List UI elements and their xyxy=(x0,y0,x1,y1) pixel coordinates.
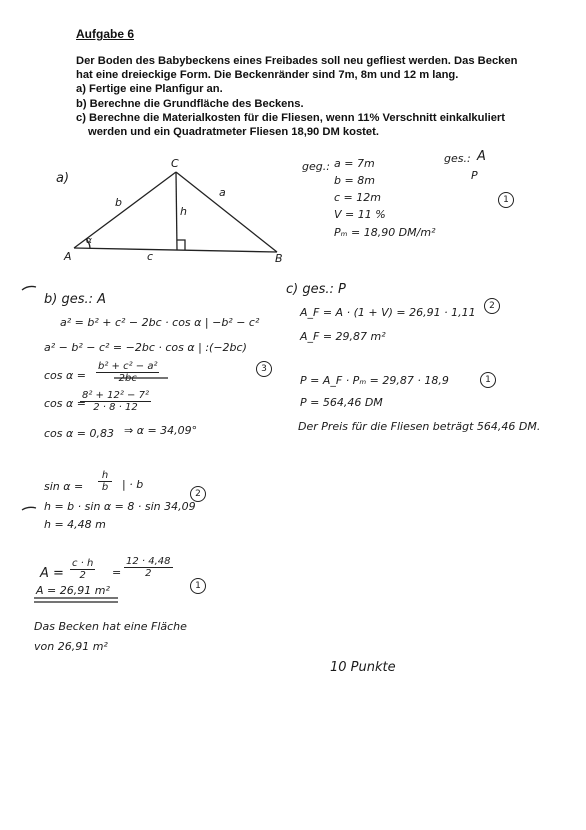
fraction-denominator: 2 xyxy=(145,568,152,579)
wanted-p: P xyxy=(471,169,478,182)
height-label: h xyxy=(180,205,187,218)
points-badge: 2 xyxy=(484,298,500,314)
given-a: a = 7m xyxy=(334,157,375,170)
fraction-numerator: b² + c² − a² xyxy=(98,361,158,372)
task-line: a) Fertige eine Planfigur an. xyxy=(76,83,223,96)
margin-mark xyxy=(22,507,36,510)
given-b: b = 8m xyxy=(334,174,375,187)
triangle-side-a xyxy=(176,172,277,252)
task-line: werden und ein Quadratmeter Fliesen 18,90 DM kostet. xyxy=(88,126,379,139)
equals-sign: = xyxy=(112,566,122,579)
angle-alpha-label: α xyxy=(86,236,92,246)
price-sentence: Der Preis für die Fliesen beträgt 564,46 DM. xyxy=(298,420,541,433)
points-badge: 1 xyxy=(498,192,514,208)
points-badge: 2 xyxy=(190,486,206,502)
fraction-numerator: c · h xyxy=(72,558,94,569)
fraction-numerator: 12 · 4,48 xyxy=(126,556,171,567)
given-v: V = 11 % xyxy=(334,208,386,221)
cos-label: cos α = xyxy=(44,397,86,410)
price-step: P = A_F · Pₘ = 29,87 · 18,9 xyxy=(300,374,449,387)
task-title: Aufgabe 6 xyxy=(76,27,135,41)
triangle-height xyxy=(176,172,177,250)
margin-mark xyxy=(22,286,36,290)
height-result: h = 4,48 m xyxy=(44,518,106,531)
right-angle-mark xyxy=(177,240,185,250)
cos-fraction-numeric xyxy=(80,390,151,413)
task-line: b) Berechne die Grundfläche des Beckens. xyxy=(76,97,304,110)
given-c: c = 12m xyxy=(334,191,381,204)
vertex-c-label: C xyxy=(171,157,179,170)
area-sentence-line2: von 26,91 m² xyxy=(34,640,108,653)
part-b-label: b) ges.: A xyxy=(44,292,107,307)
given-label: geg.: xyxy=(302,160,330,173)
points-badge: 3 xyxy=(256,361,272,377)
area-sentence-line1: Das Becken hat eine Fläche xyxy=(34,620,187,633)
area-fraction-numeric xyxy=(124,556,173,579)
fraction-numerator: h xyxy=(98,470,112,482)
side-b-label: b xyxy=(115,196,122,209)
sin-label: sin α = xyxy=(44,480,84,493)
task-line: hat eine dreieckige Form. Die Beckenränder sind 7m, 8m und 12 m lang. xyxy=(76,69,459,82)
total-score: 10 Punkte xyxy=(330,660,396,675)
cos-fraction-symbolic xyxy=(96,361,159,384)
rearrange-step: a² − b² − c² = −2bc · cos α | :(−2bc) xyxy=(44,341,247,354)
vertex-b-label: B xyxy=(275,252,283,265)
vertex-a-label: A xyxy=(64,250,72,263)
tile-area-result: A_F = 29,87 m² xyxy=(300,330,386,343)
alpha-result: ⇒ α = 34,09° xyxy=(124,424,198,437)
law-of-cosines: a² = b² + c² − 2bc · cos α | −b² − c² xyxy=(60,316,260,329)
cos-label: cos α = xyxy=(44,369,86,382)
cos-result: cos α = 0,83 xyxy=(44,427,114,440)
area-result: A = 26,91 m² xyxy=(36,584,110,597)
fraction-denominator: b xyxy=(101,482,109,493)
part-a-label: a) xyxy=(56,171,70,186)
fraction-numerator: 8² + 12² − 7² xyxy=(82,390,149,401)
side-c-label: c xyxy=(147,250,154,263)
fraction-denominator: 2 · 8 · 12 xyxy=(93,402,138,413)
area-label: A = xyxy=(40,566,64,581)
wanted-a: A xyxy=(477,149,486,164)
height-step: h = b · sin α = 8 · sin 34,09 xyxy=(44,500,196,513)
wanted-label: ges.: xyxy=(444,152,471,165)
fraction-denominator: 2 xyxy=(79,570,86,581)
points-badge: 1 xyxy=(480,372,496,388)
fraction-denominator: 2bc xyxy=(118,373,137,384)
points-badge: 1 xyxy=(190,578,206,594)
task-line: c) Berechne die Materialkosten für die Fliesen, wenn 11% Verschnitt einkalkuliert xyxy=(76,111,506,124)
tile-area-step: A_F = A · (1 + V) = 26,91 · 1,11 xyxy=(300,306,476,319)
task-line: Der Boden des Babybeckens eines Freibades soll neu gefliest werden. Das Becken xyxy=(76,55,518,67)
given-price: Pₘ = 18,90 DM/m² xyxy=(334,226,436,239)
side-a-label: a xyxy=(219,186,226,199)
part-c-label: c) ges.: P xyxy=(286,282,346,297)
sin-fraction xyxy=(98,470,112,493)
price-result: P = 564,46 DM xyxy=(300,396,383,409)
triangle-side-c xyxy=(74,248,277,252)
area-fraction-symbolic xyxy=(70,558,95,581)
sin-operation: | · b xyxy=(122,478,144,491)
